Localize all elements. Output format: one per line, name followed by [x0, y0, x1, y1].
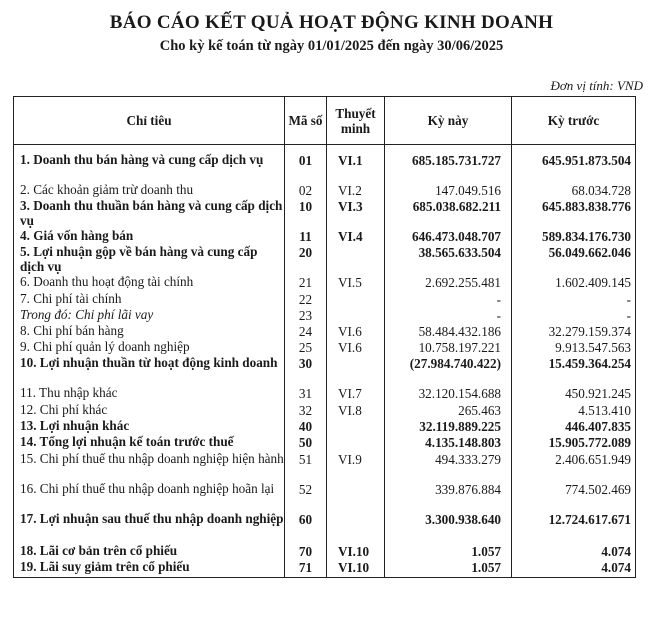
table-row [14, 544, 636, 560]
row-code: 71 [285, 560, 327, 578]
table-row [14, 340, 636, 356]
row-note: VI.10 [327, 560, 385, 578]
row-current-value: 1.057 [385, 544, 512, 560]
row-previous-value: 446.407.835 [512, 419, 636, 435]
row-note [327, 482, 385, 512]
header-note: Thuyết minh [327, 97, 385, 145]
row-indicator: 6. Doanh thu hoạt động tài chính [14, 275, 285, 292]
row-current-value: 1.057 [385, 560, 512, 578]
row-previous-value: 9.913.547.563 [512, 340, 636, 356]
row-current-value: 4.135.148.803 [385, 435, 512, 452]
row-indicator: 5. Lợi nhuận gộp về bán hàng và cung cấp dịch vụ [14, 245, 285, 275]
table-row [14, 324, 636, 340]
row-current-value: 147.049.516 [385, 183, 512, 199]
row-current-value: 339.876.884 [385, 482, 512, 512]
header-current-period: Kỳ này [385, 97, 512, 145]
table-row [14, 245, 636, 275]
row-current-value: - [385, 292, 512, 308]
row-previous-value: 2.406.651.949 [512, 452, 636, 482]
row-indicator: 19. Lãi suy giảm trên cổ phiếu [14, 560, 285, 578]
row-previous-value: 15.905.772.089 [512, 435, 636, 452]
table-row [14, 403, 636, 419]
row-code: 20 [285, 245, 327, 275]
table-row [14, 482, 636, 512]
report-period: Cho kỳ kế toán từ ngày 01/01/2025 đến ngày 30/06/2025 [159, 38, 504, 54]
row-previous-value: 774.502.469 [512, 482, 636, 512]
row-current-value: 58.484.432.186 [385, 324, 512, 340]
row-code: 24 [285, 324, 327, 340]
row-code: 11 [285, 229, 327, 245]
table-header-row [14, 97, 636, 145]
row-indicator: 10. Lợi nhuận thuần từ hoạt động kinh doanh [14, 356, 285, 386]
row-previous-value: 645.883.838.776 [512, 199, 636, 229]
row-previous-value: 1.602.409.145 [512, 275, 636, 292]
row-previous-value: - [512, 308, 636, 324]
table-row [14, 229, 636, 245]
row-current-value: 10.758.197.221 [385, 340, 512, 356]
row-note: VI.2 [327, 183, 385, 199]
row-previous-value: 15.459.364.254 [512, 356, 636, 386]
row-note: VI.10 [327, 544, 385, 560]
row-note: VI.8 [327, 403, 385, 419]
row-indicator: 9. Chi phí quản lý doanh nghiệp [14, 340, 285, 356]
row-current-value: 32.119.889.225 [385, 419, 512, 435]
row-note [327, 245, 385, 275]
row-code: 32 [285, 403, 327, 419]
row-current-value: 685.185.731.727 [385, 153, 512, 183]
row-note: VI.3 [327, 199, 385, 229]
row-indicator: 14. Tổng lợi nhuận kế toán trước thuế [14, 435, 285, 452]
row-indicator: 2. Các khoản giảm trừ doanh thu [14, 183, 285, 199]
row-indicator: 13. Lợi nhuận khác [14, 419, 285, 435]
row-previous-value: 589.834.176.730 [512, 229, 636, 245]
table-row [14, 153, 636, 183]
row-current-value: 646.473.048.707 [385, 229, 512, 245]
row-code: 31 [285, 386, 327, 403]
report-title: BÁO CÁO KẾT QUẢ HOẠT ĐỘNG KINH DOANH [109, 12, 554, 33]
row-current-value: 32.120.154.688 [385, 386, 512, 403]
row-indicator: Trong đó: Chi phí lãi vay [14, 308, 285, 324]
row-indicator: 8. Chi phí bán hàng [14, 324, 285, 340]
row-note [327, 419, 385, 435]
row-previous-value: 4.513.410 [512, 403, 636, 419]
header-previous-period: Kỳ trước [512, 97, 636, 145]
row-code: 52 [285, 482, 327, 512]
row-previous-value: 68.034.728 [512, 183, 636, 199]
table-row [14, 199, 636, 229]
row-indicator: 17. Lợi nhuận sau thuế thu nhập doanh nghiệp [14, 512, 285, 544]
row-indicator: 3. Doanh thu thuần bán hàng và cung cấp dịch vụ [14, 199, 285, 229]
row-previous-value: 450.921.245 [512, 386, 636, 403]
row-note: VI.6 [327, 340, 385, 356]
row-code: 25 [285, 340, 327, 356]
row-indicator: 11. Thu nhập khác [14, 386, 285, 403]
row-note [327, 308, 385, 324]
income-statement-table [13, 96, 636, 578]
table-row [14, 435, 636, 452]
row-current-value: 265.463 [385, 403, 512, 419]
row-note: VI.7 [327, 386, 385, 403]
table-row [14, 452, 636, 482]
row-current-value: 38.565.633.504 [385, 245, 512, 275]
row-previous-value: - [512, 292, 636, 308]
row-previous-value: 12.724.617.671 [512, 512, 636, 544]
row-code: 70 [285, 544, 327, 560]
row-current-value: (27.984.740.422) [385, 356, 512, 386]
table-row [14, 308, 636, 324]
header-indicator: Chỉ tiêu [14, 97, 285, 145]
table-row [14, 356, 636, 386]
row-previous-value: 645.951.873.504 [512, 153, 636, 183]
row-indicator: 16. Chi phí thuế thu nhập doanh nghiệp hoãn lại [14, 482, 285, 512]
row-code: 10 [285, 199, 327, 229]
row-code: 21 [285, 275, 327, 292]
row-current-value: 2.692.255.481 [385, 275, 512, 292]
row-note: VI.6 [327, 324, 385, 340]
header-code: Mã số [285, 97, 327, 145]
row-note: VI.5 [327, 275, 385, 292]
row-indicator: 4. Giá vốn hàng bán [14, 229, 285, 245]
row-previous-value: 32.279.159.374 [512, 324, 636, 340]
row-current-value: 494.333.279 [385, 452, 512, 482]
table-row [14, 275, 636, 292]
row-code: 51 [285, 452, 327, 482]
row-indicator: 18. Lãi cơ bản trên cổ phiếu [14, 544, 285, 560]
row-code: 40 [285, 419, 327, 435]
row-indicator: 15. Chi phí thuế thu nhập doanh nghiệp hiện hành [14, 452, 285, 482]
row-note [327, 292, 385, 308]
row-note: VI.4 [327, 229, 385, 245]
row-current-value: 685.038.682.211 [385, 199, 512, 229]
table-row [14, 512, 636, 544]
row-code: 22 [285, 292, 327, 308]
row-note: VI.9 [327, 452, 385, 482]
currency-unit: Đơn vị tính: VND [550, 78, 643, 93]
table-row [14, 183, 636, 199]
table-body [14, 145, 636, 578]
table-row [14, 419, 636, 435]
row-code: 23 [285, 308, 327, 324]
row-code: 02 [285, 183, 327, 199]
row-code: 01 [285, 153, 327, 183]
row-code: 30 [285, 356, 327, 386]
table-row [14, 560, 636, 578]
table-row [14, 292, 636, 308]
table-row [14, 386, 636, 403]
row-code: 60 [285, 512, 327, 544]
row-previous-value: 56.049.662.046 [512, 245, 636, 275]
row-previous-value: 4.074 [512, 560, 636, 578]
row-note [327, 512, 385, 544]
row-previous-value: 4.074 [512, 544, 636, 560]
row-indicator: 1. Doanh thu bán hàng và cung cấp dịch vụ [14, 153, 285, 183]
row-indicator: 12. Chi phí khác [14, 403, 285, 419]
row-note: VI.1 [327, 153, 385, 183]
row-note [327, 435, 385, 452]
row-note [327, 356, 385, 386]
row-indicator: 7. Chi phí tài chính [14, 292, 285, 308]
row-code: 50 [285, 435, 327, 452]
row-current-value: - [385, 308, 512, 324]
row-current-value: 3.300.938.640 [385, 512, 512, 544]
